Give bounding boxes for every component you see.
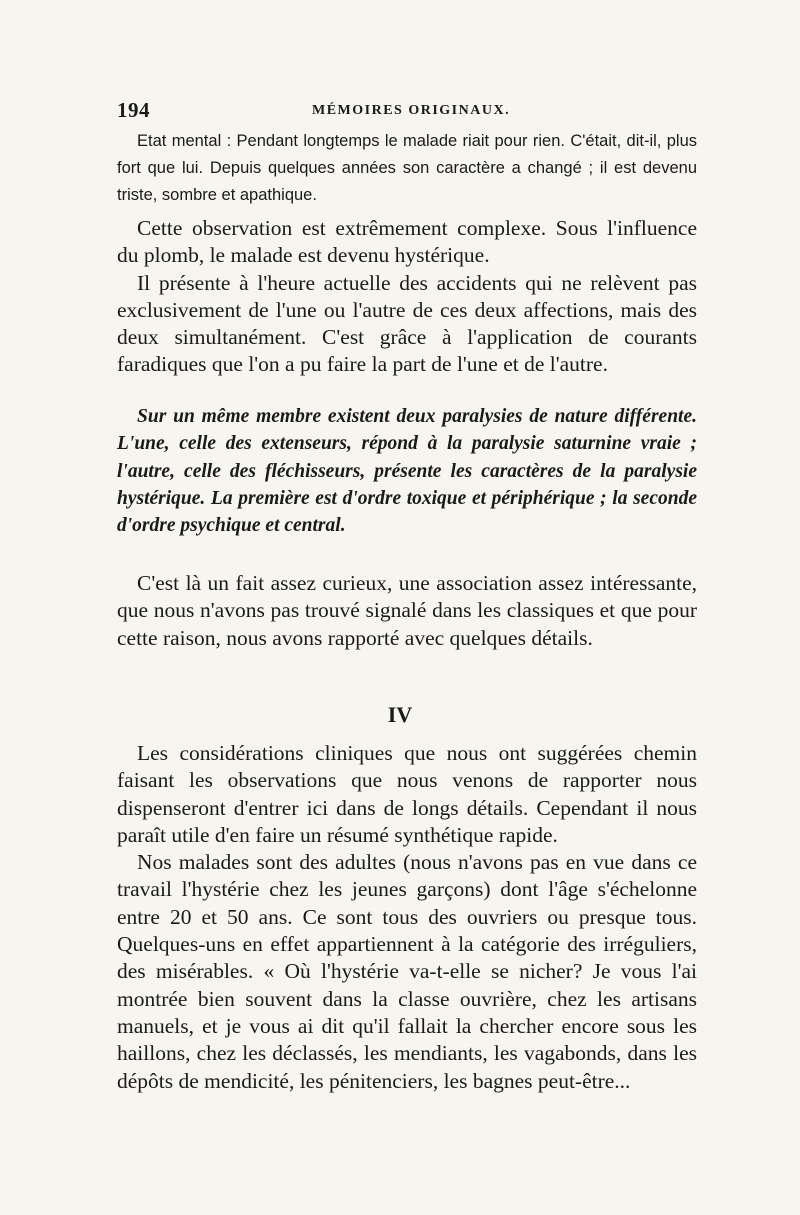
page-header xyxy=(117,98,697,126)
paragraph-clinical-considerations: Les considérations cliniques que nous ont suggérées chemin faisant les observations que nous venons de rapporter nous dispenseront d'entrer ici dans de longs détails. Cependant il nous paraît utile d'en faire un résumé synthétique rapide. xyxy=(117,741,697,847)
observation-discussion xyxy=(117,215,697,379)
mental-state-note xyxy=(117,128,697,209)
paragraph-patients: Nos malades sont des adultes (nous n'avons pas en vue dans ce travail l'hystérie chez les jeunes garçons) dont l'âge s'échelonne entre 20 et 50 ans. Ce sont tous des ouvriers ou presque tous. Quelques-uns en effet appartiennent à la catégorie des irréguliers, des misérables. « Où l'hystérie va-t-elle se nicher? Je vous l'ai montrée bien souvent dans la classe ouvrière, chez les artisans manuels, et je vous ai dit qu'il fallait la chercher encore sous les haillons, chez les déclassés, les mendiants, les vagabonds, dans les dépôts de mendicité, les pénitenciers, les bagnes peut-être... xyxy=(117,850,697,1093)
paralysis-summary-text: Sur un même membre existent deux paralysies de nature différente. L'une, celle des extenseurs, répond à la paralysie saturnine vraie ; l'autre, celle des fléchisseurs, présente les caractères de la paralysie hystérique. La première est d'ordre toxique et périphérique ; la seconde d'ordre psychique et central. xyxy=(117,406,697,537)
page-number: 194 xyxy=(117,98,150,122)
paragraph-observation: Cette observation est extrêmement complexe. Sous l'influence du plomb, le malade est devenu hystérique. xyxy=(117,216,697,268)
mental-state-text: Etat mental : Pendant longtemps le malade riait pour rien. C'était, dit-il, plus fort que lui. Depuis quelques années son caractère a changé ; il est devenu triste, sombre et apathique. xyxy=(117,132,697,204)
section-iv-body xyxy=(117,740,697,1095)
paragraph-accidents: Il présente à l'heure actuelle des accidents qui ne relèvent pas exclusivement de l'une ou l'autre de ces deux affections, mais des deux simultanément. C'est grâce à l'application de courants faradiques que l'on a pu faire la part de l'une et de l'autre. xyxy=(117,270,697,377)
section-heading-iv: IV xyxy=(387,702,413,727)
curious-fact xyxy=(117,570,697,652)
running-head: MÉMOIRES ORIGINAUX. xyxy=(312,103,511,118)
paragraph-curious-fact: C'est là un fait assez curieux, une association assez intéressante, que nous n'avons pas trouvé signalé dans les classiques et que pour cette raison, nous avons rapporté avec quelques détails. xyxy=(117,571,697,650)
italic-summary xyxy=(117,403,697,539)
